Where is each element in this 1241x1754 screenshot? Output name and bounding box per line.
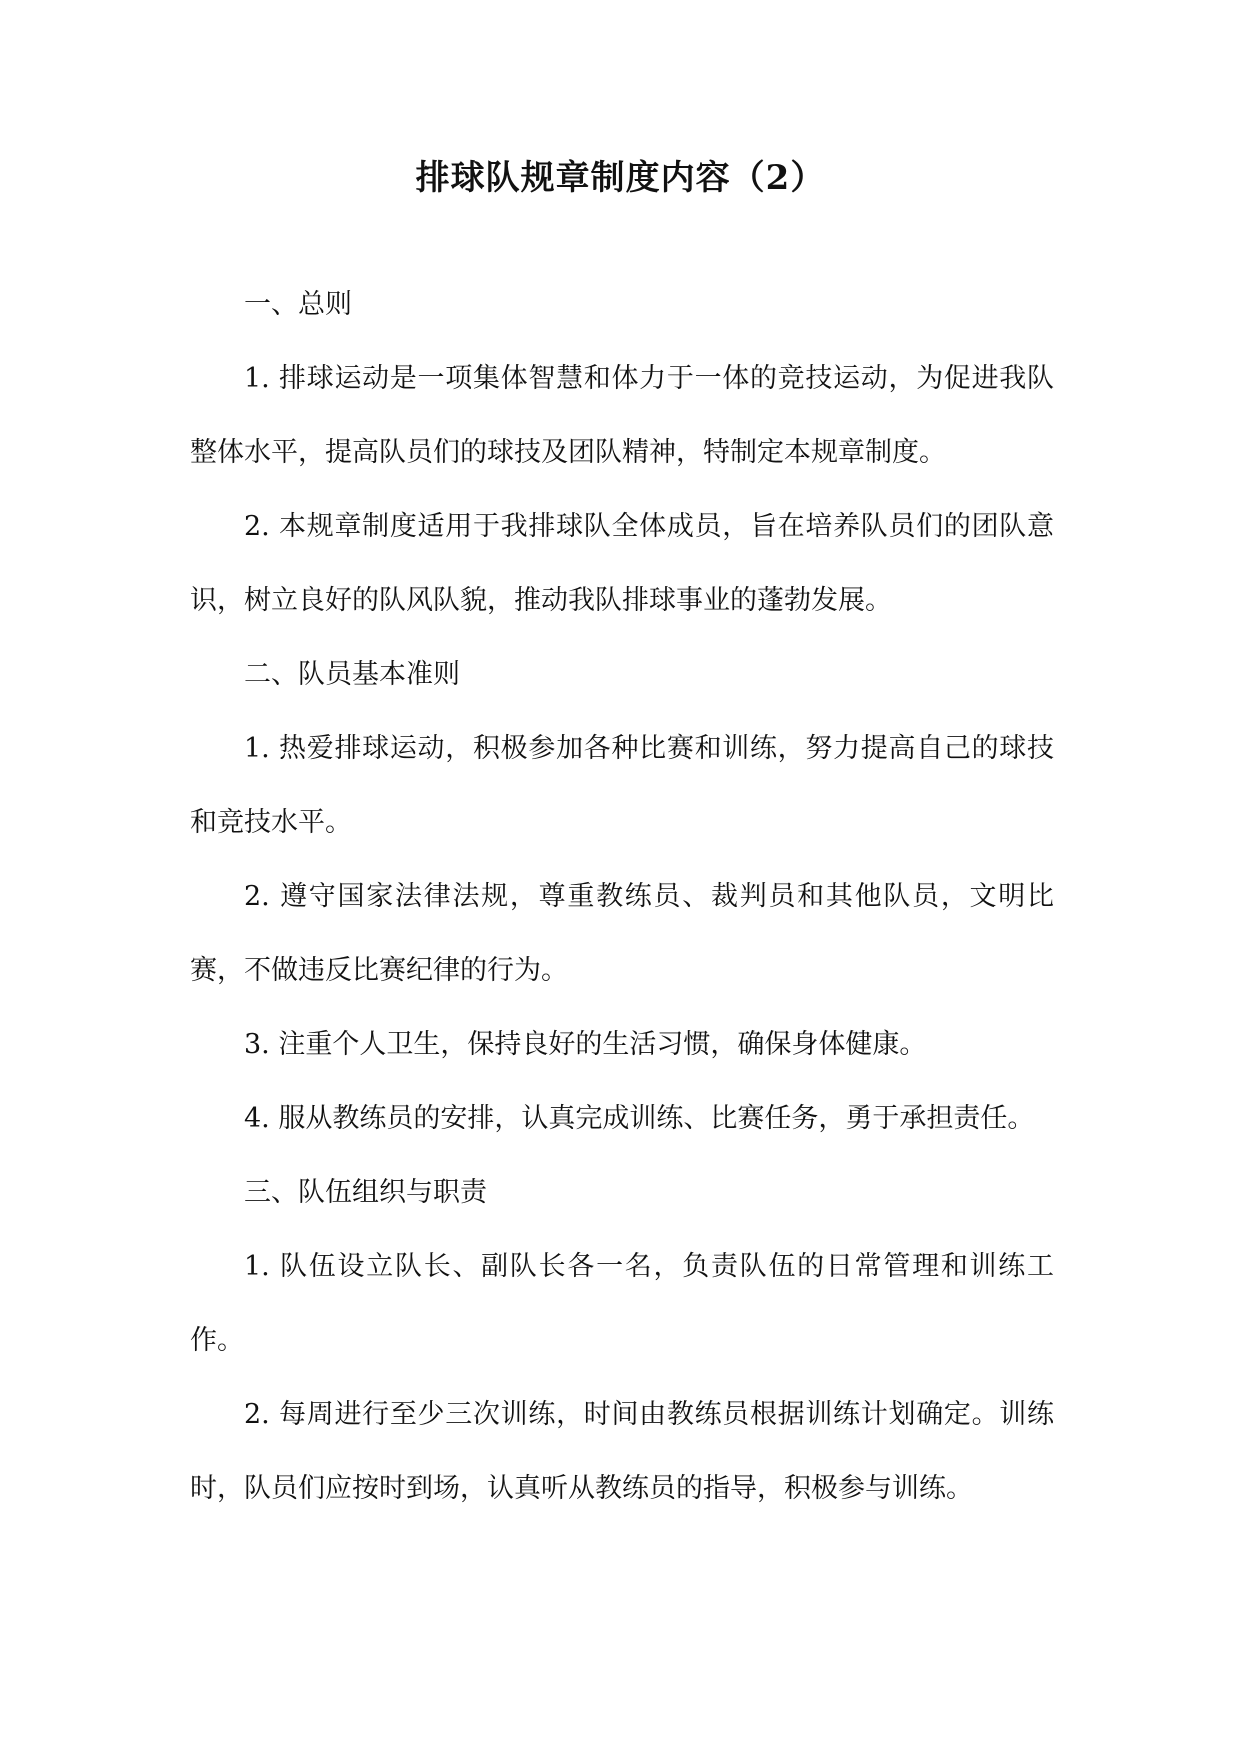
paragraph: 2. 每周进行至少三次训练，时间由教练员根据训练计划确定。训练时，队员们应按时到场，认真听从教练员的指导，积极参与训练。: [190, 1399, 1054, 1504]
paragraph: 4. 服从教练员的安排，认真完成训练、比赛任务，勇于承担责任。: [244, 1103, 1035, 1134]
document-title: 排球队规章制度内容（2）: [415, 158, 826, 198]
paragraph: 1. 热爱排球运动，积极参加各种比赛和训练，努力提高自己的球技和竞技水平。: [190, 733, 1054, 838]
paragraph: 2. 遵守国家法律法规，尊重教练员、裁判员和其他队员，文明比赛，不做违反比赛纪律的行为。: [190, 881, 1054, 986]
paragraph: 3. 注重个人卫生，保持良好的生活习惯，确保身体健康。: [244, 1029, 927, 1060]
paragraph: 2. 本规章制度适用于我排球队全体成员，旨在培养队员们的团队意识，树立良好的队风队貌，推动我队排球事业的蓬勃发展。: [190, 511, 1054, 616]
section-heading-organization: 三、队伍组织与职责: [244, 1177, 487, 1208]
document-body: [190, 268, 1054, 1526]
paragraph: 1. 队伍设立队长、副队长各一名，负责队伍的日常管理和训练工作。: [190, 1251, 1054, 1356]
section-heading-general: 一、总则: [244, 289, 352, 320]
paragraph: 1. 排球运动是一项集体智慧和体力于一体的竞技运动，为促进我队整体水平，提高队员们的球技及团队精神，特制定本规章制度。: [190, 363, 1054, 468]
section-heading-basic-rules: 二、队员基本准则: [244, 659, 460, 690]
